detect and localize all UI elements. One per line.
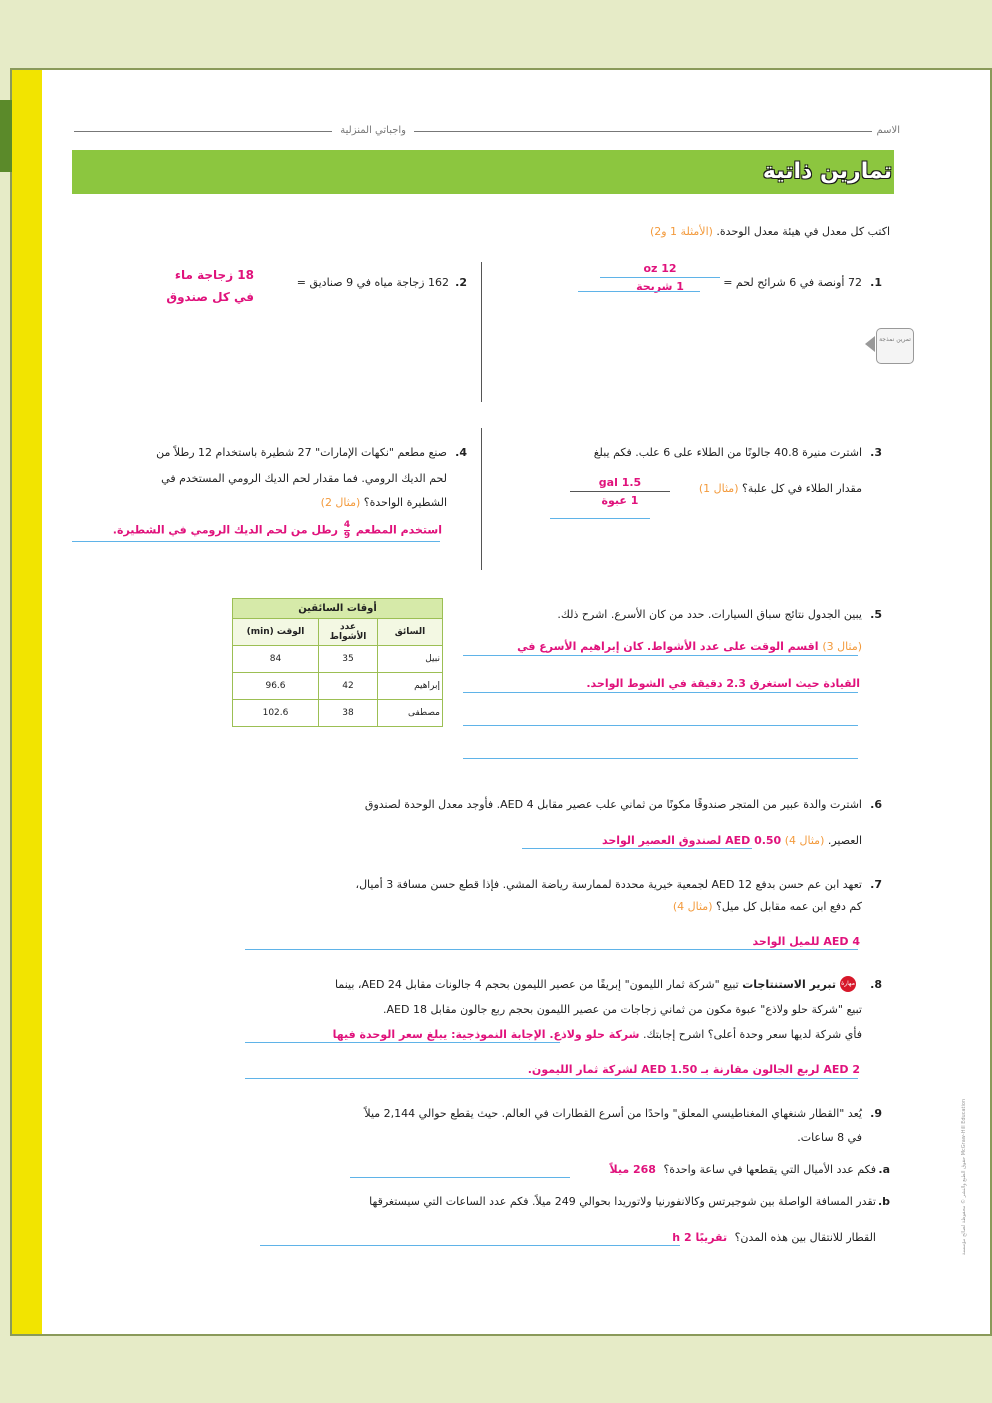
q5-answer-line1-wrap — [517, 640, 862, 654]
instruction-ref: (الأمثلة 1 و2) — [649, 225, 713, 238]
q9-b-line1: تقدر المسافة الواصلة بين شوجيرتس وكالانفورنيا ولاتوريدا بحوالي 249 ميلاً. فكم عدد الساعات التي سيستغرقها — [369, 1195, 876, 1208]
q9-line2: في 8 ساعات. — [797, 1131, 862, 1144]
q2-text: 162 زجاجة مياه في 9 صناديق = — [296, 276, 449, 289]
table-caption: أوقات السائقين — [232, 598, 443, 618]
q7-ref: (مثال 4) — [672, 900, 713, 913]
q1-fraction-bar — [600, 277, 720, 278]
table-cell-driver: مصطفى — [378, 700, 443, 727]
q9-b-answer: تقريبًا 2 h — [672, 1231, 728, 1244]
q8-line3-start: فأي شركة لديها سعر وحدة أعلى؟ اشرح إجابتك. — [642, 1028, 862, 1041]
q8-line2: تبيع "شركة حلو ولاذع" عبوة مكون من ثماني زجاجات من عصير الليمون بحجم ربع جالون مقابل AED 18. — [383, 1003, 862, 1016]
worksheet-page — [10, 68, 992, 1336]
q8-answer-line-1 — [245, 1042, 560, 1043]
name-label: الاسم — [872, 124, 904, 138]
q8-answer-line-2 — [245, 1078, 858, 1079]
q2-answer-line1: 18 زجاجة ماء — [174, 268, 254, 282]
name-line — [74, 131, 884, 132]
q9-number: 9. — [870, 1107, 882, 1120]
q5-answer-line-1 — [463, 655, 858, 656]
q9-a-text: فكم عدد الأميال التي يقطعها في ساعة واحدة؟ — [663, 1163, 876, 1176]
q7-number: 7. — [870, 878, 882, 891]
yellow-margin-bar — [12, 70, 42, 1334]
column-divider-2 — [481, 428, 482, 570]
table-row — [233, 700, 443, 727]
q7-answer-line — [245, 949, 858, 950]
q6-answer: AED 0.50 لصندوق العصير الواحد — [601, 834, 782, 847]
green-edge-tab — [0, 100, 12, 172]
q8-badge-text: مهارة — [841, 980, 855, 987]
q5-answer-line2: القيادة حيث استغرق 2.3 دقيقة في الشوط الواحد. — [586, 677, 860, 690]
q5-answer-line1: اقسم الوقت على عدد الأشواط. كان إبراهيم الأسرع في — [517, 640, 819, 653]
q9-b-label: b. — [877, 1195, 890, 1208]
q1-answer-fraction — [600, 262, 720, 293]
copyright-text: حقوق الطبع والنشر © محفوظة لصالح مؤسسة McGraw-Hill Education — [961, 1098, 967, 1256]
q9-line1: يُعد "القطار شنغهاي المغناطيسي المعلق" واحدًا من أسرع القطارات في العالم. حيث يقطع حوالي 2,144 ميلاً — [364, 1107, 862, 1120]
table-cell-time: 102.6 — [233, 700, 319, 727]
q5-text: يبين الجدول نتائج سباق السيارات. حدد من كان الأسرع. اشرح ذلك. — [557, 608, 862, 621]
q6-number: 6. — [870, 798, 882, 811]
q9-a-answer: 268 ميلاً — [609, 1163, 656, 1176]
q5-answer-line-4 — [463, 758, 858, 759]
q3-line2-wrap — [699, 482, 862, 496]
q5-answer-line-3 — [463, 725, 858, 726]
table-header-driver: السائق — [378, 619, 443, 646]
q7-line1: تعهد ابن عم حسن بدفع AED 12 لجمعية خيرية محددة لممارسة رياضة المشي. فإذا قطع حسن مسافة 3 أميال، — [355, 878, 862, 891]
q8-answer-part1: شركة حلو ولاذع. الإجابة النموذجية: يبلغ سعر الوحدة فيها — [332, 1028, 640, 1041]
q8-line1: تبيع "شركة ثمار الليمون" إبريقًا من عصير الليمون بحجم 4 جالونات مقابل AED 24، بينما — [335, 978, 739, 991]
drivers-times-table — [232, 598, 443, 727]
q3-ref: (مثال 1) — [698, 482, 739, 495]
q8-line3-wrap — [333, 1028, 862, 1042]
q4-frac-den: 9 — [343, 531, 351, 541]
q1-answer-bottom: 1 شريحة — [636, 280, 684, 293]
page-title: تمارين ذاتية — [762, 159, 892, 184]
copyright-note — [958, 1060, 970, 1300]
q4-answer-line — [72, 541, 440, 542]
q8-answer-part2: AED 2 لربع الجالون مقارنة بـ AED 1.50 لشركة ثمار الليمون. — [527, 1063, 860, 1076]
q6-line2: العصير. — [827, 834, 862, 847]
q4-line3: الشطيرة الواحدة؟ — [363, 496, 447, 509]
q4-number: 4. — [455, 446, 467, 459]
q4-line1: صنع مطعم "نكهات الإمارات" 27 شطيرة باستخدام 12 رطلاً من — [156, 446, 447, 459]
q3-fraction-bar — [570, 491, 670, 492]
q2-answer-line2: في كل صندوق — [166, 290, 254, 304]
q6-ref: (مثال 4) — [784, 834, 825, 847]
table-cell-driver: نبيل — [378, 646, 443, 673]
q6-line2-wrap — [602, 834, 862, 848]
q9-b-line2: القطار للانتقال بين هذه المدن؟ — [734, 1231, 876, 1244]
q5-answer-line-2 — [463, 692, 858, 693]
q3-number: 3. — [870, 446, 882, 459]
q4-answer-end: رطل من لحم الديك الرومي في الشطيرة. — [112, 523, 338, 537]
q5-number: 5. — [870, 608, 882, 621]
table-row — [233, 673, 443, 700]
q1-answer-top: oz 12 — [643, 262, 677, 275]
table-cell-driver: إبراهيم — [378, 673, 443, 700]
q8-skill-badge — [840, 976, 856, 992]
q3-answer-line — [550, 518, 650, 519]
q9-a-wrap — [610, 1163, 876, 1177]
q3-answer-bottom: 1 عبوة — [601, 494, 639, 507]
instruction-text: اكتب كل معدل في هيئة معدل الوحدة. — [716, 225, 890, 238]
q2-number: 2. — [455, 276, 467, 289]
q6-line1: اشترت والدة عبير من المتجر صندوقًا مكونًا من ثماني علب عصير مقابل AED 4. فأوجد معدل الوحدة لصندوق — [364, 798, 862, 811]
q8-number: 8. — [870, 978, 882, 991]
q6-answer-line — [522, 848, 752, 849]
q9-b-wrap — [672, 1231, 876, 1245]
help-arrow-icon — [865, 336, 875, 352]
q4-ref: (مثال 2) — [320, 496, 361, 509]
q9-a-label: a. — [878, 1163, 890, 1176]
q9-b-answer-line — [260, 1245, 680, 1246]
table-cell-time: 84 — [233, 646, 319, 673]
table-cell-laps: 35 — [319, 646, 378, 673]
q4-answer — [113, 520, 442, 541]
q7-answer: AED 4 للميل الواحد — [752, 935, 860, 948]
table-cell-time: 96.6 — [233, 673, 319, 700]
table-header-laps: عدد الأشواط — [319, 619, 378, 646]
help-icon — [876, 328, 914, 364]
q1-number: 1. — [870, 276, 882, 289]
q3-answer-top: gal 1.5 — [598, 476, 642, 489]
q3-line1: اشترت منيرة 40.8 جالونًا من الطلاء على 6 علب. فكم يبلغ — [593, 446, 862, 459]
q3-line2: مقدار الطلاء في كل علبة؟ — [741, 482, 862, 495]
q7-line2: كم دفع ابن عمه مقابل كل ميل؟ — [715, 900, 862, 913]
q1-answer-line — [578, 291, 700, 292]
q9-a-answer-line — [350, 1177, 570, 1178]
q4-line2: لحم الديك الرومي. فما مقدار لحم الديك الرومي المستخدم في — [161, 472, 447, 485]
q3-answer-fraction — [570, 476, 670, 507]
table-header-time: الوقت (min) — [233, 619, 319, 646]
q5-ref: (مثال 3) — [822, 640, 862, 653]
table-header-row — [233, 619, 443, 646]
q7-line2-wrap — [673, 900, 862, 914]
q4-answer-fraction — [344, 520, 350, 541]
instruction — [650, 225, 890, 239]
table-cell-laps: 38 — [319, 700, 378, 727]
homework-label: واجباتي المنزلية — [332, 124, 414, 138]
q8-label: تبرير الاستنتاجات — [742, 978, 836, 991]
q1-text: 72 أونصة في 6 شرائح لحم = — [723, 276, 862, 289]
q8-line1-wrap — [335, 978, 836, 992]
table-cell-laps: 42 — [319, 673, 378, 700]
help-icon-label: تمرين نمذجة — [879, 336, 911, 343]
table-row — [233, 646, 443, 673]
q4-answer-start: استخدم المطعم — [355, 523, 442, 537]
q4-frac-num: 4 — [343, 520, 351, 530]
q4-line3-wrap — [321, 496, 447, 510]
column-divider-1 — [481, 262, 482, 402]
